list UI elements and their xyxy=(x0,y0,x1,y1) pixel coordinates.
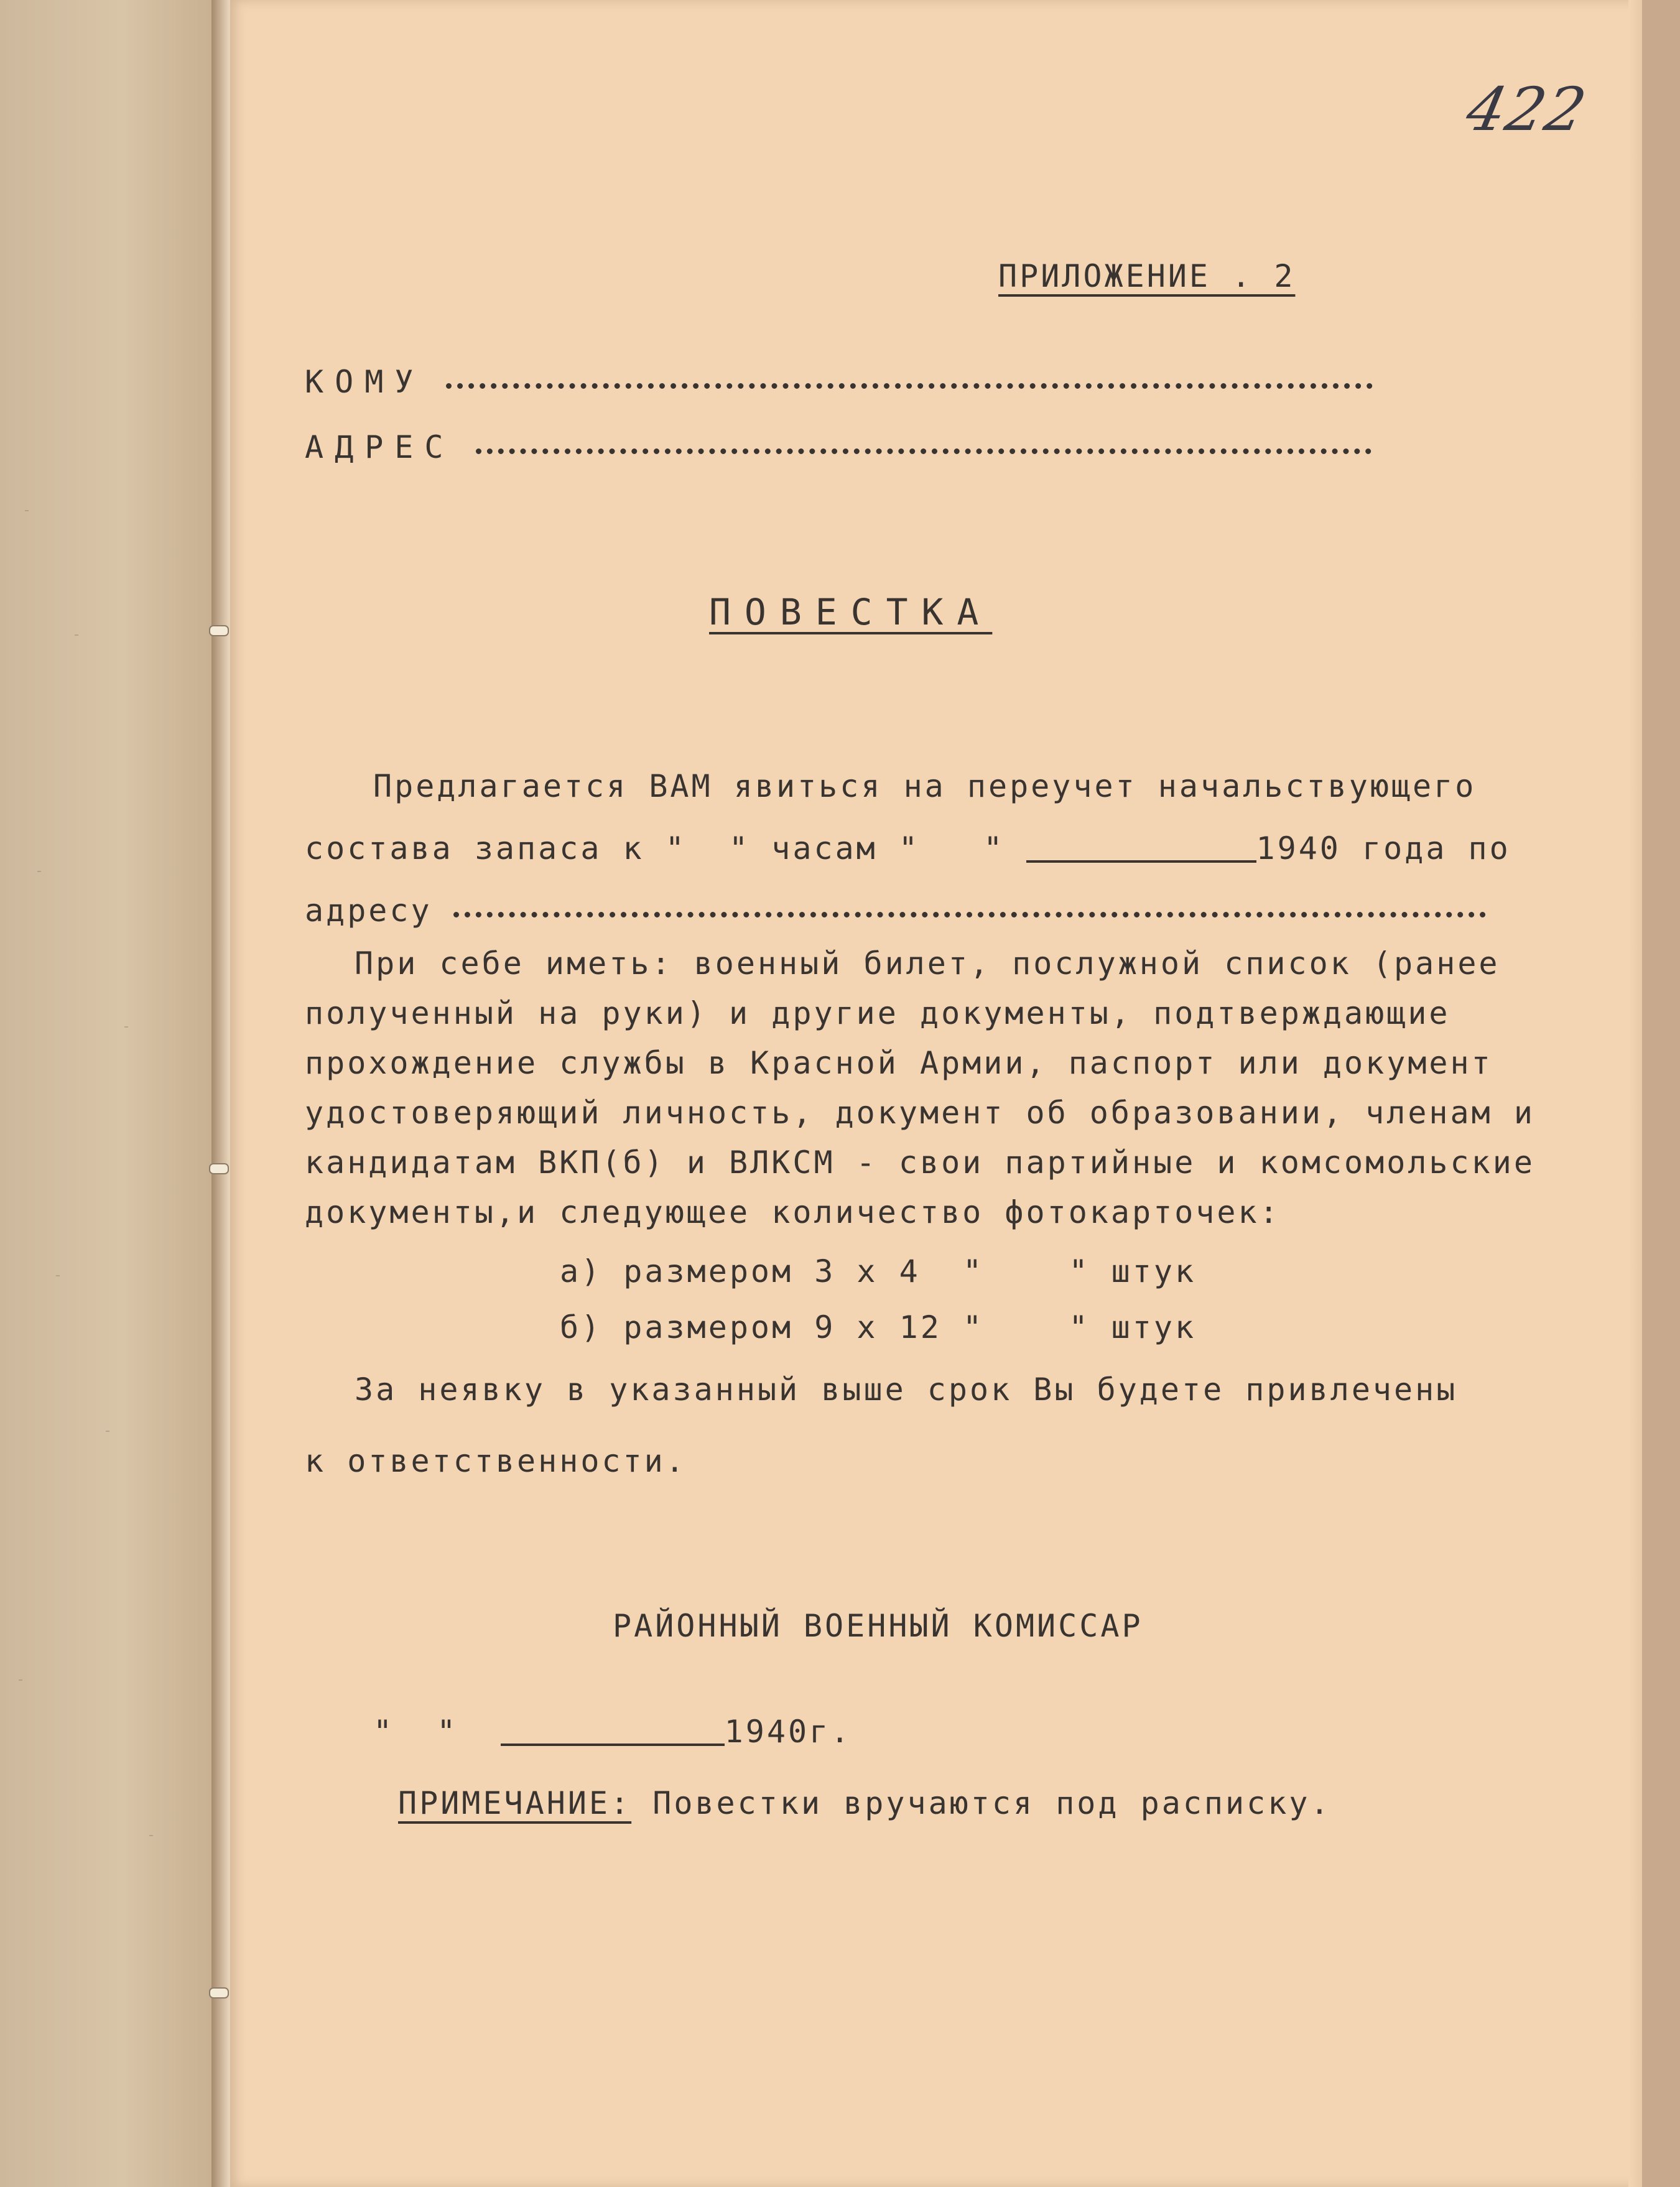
bring-line: полученный на руки) и другие документы, подтверждающие xyxy=(305,995,1450,1031)
address-word: адресу xyxy=(305,893,432,929)
body-line-2 xyxy=(305,830,1511,866)
page-edge xyxy=(1628,0,1642,2187)
binding-stitch xyxy=(209,1163,229,1174)
address-blank xyxy=(476,448,1371,454)
addressee-blank xyxy=(446,383,1373,389)
note-line xyxy=(398,1785,1332,1821)
body-line-1: Предлагается ВАМ явиться на переучет начальствующего xyxy=(373,768,1477,804)
addressee-line xyxy=(305,364,1373,400)
binding-stitch xyxy=(209,625,229,636)
body-line-3 xyxy=(305,893,1486,929)
document-title: ПОВЕСТКА xyxy=(709,591,993,633)
document-page xyxy=(230,0,1642,2187)
date-blank-2 xyxy=(501,1744,725,1746)
body-line-2-start: состава запаса к " " часам " " xyxy=(305,830,1005,866)
bring-line: кандидатам ВКП(б) и ВЛКСМ - свои партийные и комсомольские xyxy=(305,1145,1535,1181)
bring-line: прохождение службы в Красной Армии, паспорт или документ xyxy=(305,1045,1493,1081)
warning-line: За неявку в указанный выше срок Вы будете привлечены xyxy=(355,1372,1458,1408)
note-text: Повестки вручаются под расписку. xyxy=(652,1785,1332,1821)
address-label: АДРЕС xyxy=(305,429,455,465)
page-number-handwritten: 422 xyxy=(1460,75,1594,144)
photo-size-a: а) размером 3 х 4 " " штук xyxy=(560,1253,1197,1289)
addressee-label: КОМУ xyxy=(305,364,425,400)
date-prefix: " " xyxy=(373,1714,458,1750)
date-blank xyxy=(1026,860,1256,863)
address-line xyxy=(305,429,1371,465)
note-label: ПРИМЕЧАНИЕ: xyxy=(398,1785,632,1821)
date-line xyxy=(373,1714,852,1750)
address-blank-2 xyxy=(453,912,1486,917)
photo-size-b: б) размером 9 х 12 " " штук xyxy=(560,1309,1197,1345)
warning-line: к ответственности. xyxy=(305,1443,687,1479)
body-line-2-end: 1940 года по xyxy=(1256,830,1511,866)
bring-line: При себе иметь: военный билет, послужной список (ранее xyxy=(355,945,1500,982)
binding-stitch xyxy=(209,1987,229,1999)
signature-title: РАЙОННЫЙ ВОЕННЫЙ КОМИССАР xyxy=(613,1608,1143,1644)
appendix-label: ПРИЛОЖЕНИЕ . 2 xyxy=(998,258,1296,294)
previous-page-edge xyxy=(0,0,224,2187)
bring-line: удостоверяющий личность, документ об образовании, членам и xyxy=(305,1095,1535,1131)
date-suffix: 1940г. xyxy=(724,1714,852,1750)
bring-line: документы,и следующее количество фотокарточек: xyxy=(305,1194,1281,1230)
